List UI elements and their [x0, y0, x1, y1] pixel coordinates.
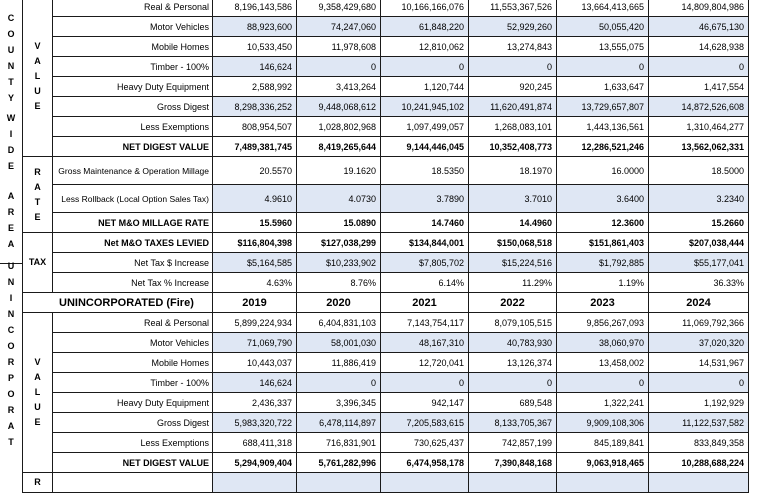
- value-cell: [297, 473, 381, 493]
- value-cell: 12.3600: [557, 213, 649, 233]
- side-letter: O: [7, 340, 15, 351]
- table-row: [23, 233, 749, 253]
- value-cell: 808,954,507: [213, 117, 297, 137]
- side-letter: R: [7, 404, 15, 415]
- table-row: [23, 97, 749, 117]
- value-cell: 0: [649, 373, 749, 393]
- value-cell: 5,899,224,934: [213, 313, 297, 333]
- value-cell: 1,310,464,277: [649, 117, 749, 137]
- value-cell: 9,358,429,680: [297, 0, 381, 17]
- side-letter: U: [7, 260, 15, 271]
- row-label: NET DIGEST VALUE: [53, 453, 213, 473]
- value-cell: 730,625,437: [381, 433, 469, 453]
- section-letter: E: [34, 101, 41, 111]
- value-cell: 18.1970: [469, 157, 557, 185]
- side-letter: I: [9, 129, 13, 139]
- table-row: [23, 413, 749, 433]
- value-cell: 12,810,062: [381, 37, 469, 57]
- value-cell: $150,068,518: [469, 233, 557, 253]
- value-cell: 9,448,068,612: [297, 97, 381, 117]
- side-letter: N: [7, 61, 15, 71]
- year-header: 2019: [213, 293, 297, 313]
- value-cell: 8,419,265,644: [297, 137, 381, 157]
- value-section-label: [23, 313, 53, 473]
- value-cell: 58,001,030: [297, 333, 381, 353]
- side-letter: E: [7, 161, 14, 171]
- value-cell: 15.5960: [213, 213, 297, 233]
- section-letter: E: [34, 417, 41, 427]
- value-cell: 18.5350: [381, 157, 469, 185]
- value-cell: 4.9610: [213, 185, 297, 213]
- value-cell: 8,196,143,586: [213, 0, 297, 17]
- side-letter: C: [7, 324, 15, 335]
- value-cell: 19.1620: [297, 157, 381, 185]
- side-letter: T: [8, 436, 14, 447]
- value-cell: 12,720,041: [381, 353, 469, 373]
- row-label: Less Exemptions: [53, 117, 213, 137]
- value-cell: 74,247,060: [297, 17, 381, 37]
- value-cell: 14.7460: [381, 213, 469, 233]
- value-cell: 689,548: [469, 393, 557, 413]
- value-cell: $10,233,902: [297, 253, 381, 273]
- row-label: Timber - 100%: [53, 57, 213, 77]
- row-label: Real & Personal: [53, 0, 213, 17]
- value-cell: 2,436,337: [213, 393, 297, 413]
- section-letter: L: [34, 71, 41, 81]
- row-label: NET DIGEST VALUE: [53, 137, 213, 157]
- table-row: [23, 473, 749, 493]
- value-cell: 1,322,241: [557, 393, 649, 413]
- row-label: Heavy Duty Equipment: [53, 77, 213, 97]
- value-cell: 1,028,802,968: [297, 117, 381, 137]
- value-cell: 11,978,608: [297, 37, 381, 57]
- year-header: 2022: [469, 293, 557, 313]
- table-row: [23, 157, 749, 185]
- value-cell: 5,761,282,996: [297, 453, 381, 473]
- table-row: [23, 453, 749, 473]
- value-cell: 0: [649, 57, 749, 77]
- value-cell: 920,245: [469, 77, 557, 97]
- table-row: [23, 137, 749, 157]
- value-cell: 13,664,413,665: [557, 0, 649, 17]
- value-cell: 6.14%: [381, 273, 469, 293]
- value-cell: 13,729,657,807: [557, 97, 649, 117]
- value-cell: 6,404,831,103: [297, 313, 381, 333]
- value-cell: 688,411,318: [213, 433, 297, 453]
- value-cell: 3.7010: [469, 185, 557, 213]
- value-cell: 0: [297, 373, 381, 393]
- table-row: [23, 373, 749, 393]
- value-cell: 48,167,310: [381, 333, 469, 353]
- table-row: [23, 0, 749, 17]
- table-row: [23, 433, 749, 453]
- value-cell: 36.33%: [649, 273, 749, 293]
- side-letter: A: [7, 191, 15, 201]
- value-cell: 0: [469, 373, 557, 393]
- table-row: [23, 393, 749, 413]
- value-cell: 8,079,105,515: [469, 313, 557, 333]
- value-cell: $207,038,444: [649, 233, 749, 253]
- value-cell: 40,783,930: [469, 333, 557, 353]
- table-row: [23, 117, 749, 137]
- value-cell: 8.76%: [297, 273, 381, 293]
- value-cell: [53, 473, 213, 493]
- value-cell: 14,628,938: [649, 37, 749, 57]
- value-cell: 942,147: [381, 393, 469, 413]
- value-cell: 11.29%: [469, 273, 557, 293]
- year-header: 2024: [649, 293, 749, 313]
- value-cell: 1,417,554: [649, 77, 749, 97]
- value-cell: 833,849,358: [649, 433, 749, 453]
- value-cell: $116,804,398: [213, 233, 297, 253]
- value-cell: [649, 473, 749, 493]
- value-cell: 13,562,062,331: [649, 137, 749, 157]
- value-cell: 12,286,521,246: [557, 137, 649, 157]
- row-label: Less Rollback (Local Option Sales Tax): [53, 185, 213, 213]
- value-cell: 71,069,790: [213, 333, 297, 353]
- side-letter: N: [7, 308, 15, 319]
- side-letter: R: [7, 356, 15, 367]
- value-cell: 6,474,958,178: [381, 453, 469, 473]
- value-cell: 7,205,583,615: [381, 413, 469, 433]
- value-cell: 88,923,600: [213, 17, 297, 37]
- value-cell: 1,443,136,561: [557, 117, 649, 137]
- value-cell: $134,844,001: [381, 233, 469, 253]
- row-label: NET M&O MILLAGE RATE: [53, 213, 213, 233]
- value-cell: 37,020,320: [649, 333, 749, 353]
- value-cell: 10,241,945,102: [381, 97, 469, 117]
- value-cell: 0: [557, 57, 649, 77]
- value-cell: $127,038,299: [297, 233, 381, 253]
- value-section-label: [23, 0, 53, 157]
- table-row: [23, 273, 749, 293]
- year-header: 2020: [297, 293, 381, 313]
- value-cell: 7,143,754,117: [381, 313, 469, 333]
- side-letter: T: [8, 77, 14, 87]
- value-cell: 13,555,075: [557, 37, 649, 57]
- value-cell: $1,792,885: [557, 253, 649, 273]
- section-letter: V: [34, 357, 41, 367]
- value-cell: 15.0890: [297, 213, 381, 233]
- table-row: [23, 313, 749, 333]
- value-cell: $151,861,403: [557, 233, 649, 253]
- side-letter: R: [7, 207, 15, 217]
- value-cell: 0: [557, 373, 649, 393]
- section-letter: E: [34, 211, 41, 222]
- value-cell: 9,856,267,093: [557, 313, 649, 333]
- value-cell: 6,478,114,897: [297, 413, 381, 433]
- value-cell: 11,069,792,366: [649, 313, 749, 333]
- value-cell: 1.19%: [557, 273, 649, 293]
- row-label: Real & Personal: [53, 313, 213, 333]
- section-letter: A: [34, 56, 41, 66]
- value-cell: 46,675,130: [649, 17, 749, 37]
- value-cell: 742,857,199: [469, 433, 557, 453]
- value-cell: 15.2660: [649, 213, 749, 233]
- side-letter: A: [7, 420, 15, 431]
- value-cell: 7,390,848,168: [469, 453, 557, 473]
- value-cell: 14,809,804,986: [649, 0, 749, 17]
- value-cell: 1,633,647: [557, 77, 649, 97]
- side-letter: O: [7, 29, 15, 39]
- value-cell: 0: [297, 57, 381, 77]
- row-label: Gross Digest: [53, 413, 213, 433]
- section-letter: U: [34, 402, 41, 412]
- side-letter: N: [7, 276, 15, 287]
- unincorporated-header-row: [23, 293, 749, 313]
- row-label: Mobile Homes: [53, 37, 213, 57]
- value-cell: [213, 473, 297, 493]
- value-cell: [557, 473, 649, 493]
- value-cell: 20.5570: [213, 157, 297, 185]
- value-cell: 5,294,909,404: [213, 453, 297, 473]
- table-row: [23, 77, 749, 97]
- value-cell: 10,352,408,773: [469, 137, 557, 157]
- value-cell: 52,929,260: [469, 17, 557, 37]
- value-cell: 845,189,841: [557, 433, 649, 453]
- value-cell: 10,443,037: [213, 353, 297, 373]
- value-cell: 2,588,992: [213, 77, 297, 97]
- value-cell: 11,122,537,582: [649, 413, 749, 433]
- side-letter: Y: [7, 93, 14, 103]
- row-label: Mobile Homes: [53, 353, 213, 373]
- value-cell: [469, 473, 557, 493]
- side-letter: P: [7, 372, 14, 383]
- section-letter: R: [34, 477, 41, 487]
- value-cell: [381, 473, 469, 493]
- value-cell: 4.63%: [213, 273, 297, 293]
- value-cell: 8,298,336,252: [213, 97, 297, 117]
- value-cell: 146,624: [213, 373, 297, 393]
- section-letter: L: [34, 387, 41, 397]
- side-letter: D: [7, 145, 15, 155]
- value-cell: 0: [469, 57, 557, 77]
- rate-section-label: [23, 157, 53, 233]
- countywide-area-side-label: [0, 0, 23, 262]
- value-cell: 9,144,446,045: [381, 137, 469, 157]
- value-cell: 1,120,744: [381, 77, 469, 97]
- value-cell: 38,060,970: [557, 333, 649, 353]
- value-cell: 3,413,264: [297, 77, 381, 97]
- value-cell: 11,553,367,526: [469, 0, 557, 17]
- value-cell: 16.0000: [557, 157, 649, 185]
- side-letter: C: [7, 13, 15, 23]
- value-cell: 61,848,220: [381, 17, 469, 37]
- section-letter: A: [34, 372, 41, 382]
- row-label: Less Exemptions: [53, 433, 213, 453]
- value-cell: 146,624: [213, 57, 297, 77]
- value-cell: $15,224,516: [469, 253, 557, 273]
- value-cell: $55,177,041: [649, 253, 749, 273]
- tax-section-label: TAX: [23, 233, 53, 293]
- section-letter: A: [34, 181, 41, 192]
- value-cell: 3,396,345: [297, 393, 381, 413]
- table-row: [23, 37, 749, 57]
- section-letter: T: [34, 196, 41, 207]
- value-cell: 14,531,967: [649, 353, 749, 373]
- section-letter: U: [34, 86, 41, 96]
- value-cell: 8,133,705,367: [469, 413, 557, 433]
- row-label: Timber - 100%: [53, 373, 213, 393]
- value-cell: 3.2340: [649, 185, 749, 213]
- table-row: [23, 353, 749, 373]
- value-cell: 10,533,450: [213, 37, 297, 57]
- row-label: Net Tax % Increase: [53, 273, 213, 293]
- row-label: Motor Vehicles: [53, 17, 213, 37]
- side-letter: A: [7, 239, 15, 249]
- section-letter: V: [34, 41, 41, 51]
- value-cell: 18.5000: [649, 157, 749, 185]
- side-letter: E: [7, 223, 14, 233]
- table-row: [23, 333, 749, 353]
- value-cell: 1,192,929: [649, 393, 749, 413]
- unincorporated-side-label: [0, 260, 23, 447]
- table-row: [23, 185, 749, 213]
- tax-digest-table: [22, 0, 749, 493]
- side-letter: U: [7, 45, 15, 55]
- row-label: Gross Digest: [53, 97, 213, 117]
- value-cell: $5,164,585: [213, 253, 297, 273]
- value-cell: 10,288,688,224: [649, 453, 749, 473]
- value-cell: 13,458,002: [557, 353, 649, 373]
- value-cell: 3.7890: [381, 185, 469, 213]
- value-cell: 14.4960: [469, 213, 557, 233]
- value-cell: 14,872,526,608: [649, 97, 749, 117]
- value-cell: 5,983,320,722: [213, 413, 297, 433]
- value-cell: 9,063,918,465: [557, 453, 649, 473]
- value-cell: $7,805,702: [381, 253, 469, 273]
- side-letter: W: [6, 113, 16, 123]
- value-cell: 4.0730: [297, 185, 381, 213]
- value-cell: 9,909,108,306: [557, 413, 649, 433]
- value-cell: 11,886,419: [297, 353, 381, 373]
- row-label: Motor Vehicles: [53, 333, 213, 353]
- side-letter: O: [7, 388, 15, 399]
- value-cell: 7,489,381,745: [213, 137, 297, 157]
- side-letter: I: [9, 292, 13, 303]
- row-label: Gross Maintenance & Operation Millage: [53, 157, 213, 185]
- value-cell: 3.6400: [557, 185, 649, 213]
- value-cell: 0: [381, 57, 469, 77]
- value-cell: 10,166,166,076: [381, 0, 469, 17]
- unincorporated-header-label: UNINCORPORATED (Fire): [23, 293, 213, 313]
- value-cell: 1,097,499,057: [381, 117, 469, 137]
- value-cell: 0: [381, 373, 469, 393]
- table-row: [23, 253, 749, 273]
- table-row: [23, 57, 749, 77]
- rate-section-label: [23, 473, 53, 493]
- year-header: 2023: [557, 293, 649, 313]
- row-label: Net Tax $ Increase: [53, 253, 213, 273]
- value-cell: 716,831,901: [297, 433, 381, 453]
- table-row: [23, 213, 749, 233]
- value-cell: 13,126,374: [469, 353, 557, 373]
- row-label: Net M&O TAXES LEVIED: [53, 233, 213, 253]
- value-cell: 1,268,083,101: [469, 117, 557, 137]
- value-cell: 11,620,491,874: [469, 97, 557, 117]
- section-letter: R: [34, 166, 41, 177]
- value-cell: 50,055,420: [557, 17, 649, 37]
- row-label: Heavy Duty Equipment: [53, 393, 213, 413]
- year-header: 2021: [381, 293, 469, 313]
- value-cell: 13,274,843: [469, 37, 557, 57]
- table-row: [23, 17, 749, 37]
